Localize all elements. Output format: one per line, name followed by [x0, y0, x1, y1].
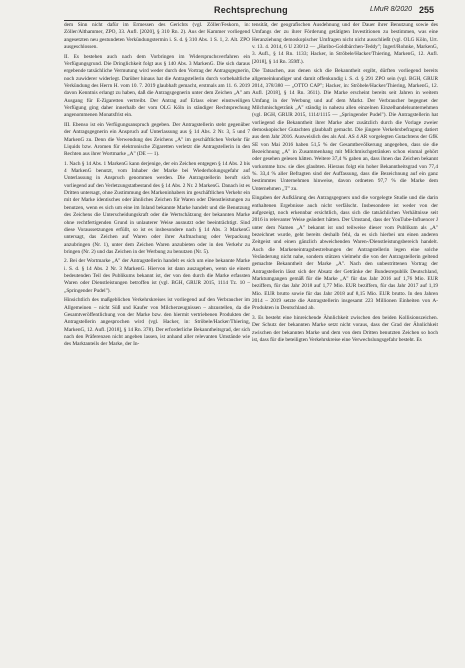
- paragraph: dem Sinn nicht dafür im Ermessen des Gerichts (vgl. Zöller/Feskorn, in: Zöller/Althammer, ZPO, 33. Aufl. [2020], § 310 Rn. 2). Aus der Kammer vorliegend angesetzten neu gestundeten Verkündungstermin i. S. d. § 310 Abs. 1 S. 1, 2. Alt. ZPO ausgeschlossen.: [64, 22, 250, 51]
- paragraph: II. Es bestehen auch nach dem Vorbringen im Widerspruchsverfahren ein Verfügungsgrund. Die Dringlichkeit folgt aus § 140 Abs. 3 MarkenG. Die sich daraus ergebende tatsächliche Vermutung wird weder durch den Vortrag der Antragsgegnerin, noch zuwiderer widerlegt. Darüber hinaus hat die Antragstellerin durch vorbehaltliche Verkündung des Herrn H. vom 10. 7. 2019 glaubhaft gemacht, erstmals am 11. 6. 2019 davon Kenntnis erlangt zu haben, daß die Antragsgegnerin unter dem Zeichen „A" am Ausgang für E-Zigaretten vertreibt. Der Antrag auf Erlass einer einstweiligen Verfügung ging daher innerhalb der vom OLG Köln in ständiger Rechtsprechung angenommenen Monatsfrist ein.: [64, 53, 250, 119]
- paragraph: Hinsichtlich des maßgeblichen Verkehrskreises ist vorliegend auf den Verbraucher im Allgemeinen – nicht Süß und Kaufer von Milcherzeugnissen – abzustellen, da die Gesamtveröffentlichung von der Marke bzw. den hiermit vertriebenen Produkten der Antragstellerin angesprochen wird (vgl. Hacker, in: Ströbele/Hacker/Thiering, MarkenG, 12. Aufl. [2018], § 14 Rn. 378). Der erforderliche Bekanntheitsgrad, der sich nach den Präferenzen nicht angeben lassen, ist anhand aller relevanten Umstände wie des Marktanteils der Marke, der In-: [64, 297, 250, 348]
- section-rubric: Rechtsprechung: [214, 5, 288, 15]
- paragraph: 2. Bei der Wortmarke „A" der Antragstellerin handelt es sich um eine bekannte Marke i. S. d. § 14 Abs. 2 Nr. 3 MarkenG. Hiervon ist dann auszugehen, wenn sie einem bedeutenden Teil des Publikums bekannt ist, der von den durch die Marke erfassten Waren oder Dienstleistungen betroffen ist (vgl. BGH, GRUR 2015, 1114 Tz. 10 – „Springender Pudel").: [64, 258, 250, 294]
- page-number: 255: [418, 5, 434, 15]
- page-header: [64, 6, 434, 21]
- paragraph: Eingaben der Aufklärung des Antragsgegners und die vorgelegte Studie und die darin enthaltenen Ergebnisse auch nicht verfälscht. Insbesondere ist weder von der aufgezeigt, noch erkennbar ersichtlich, dass sich die tatsächlichen Verhältnisse seit 2016 in relevanter Weise geändert hätten. Der Umstand, dass der YouTube-Influencer J unter dem Namen „A" bekannt ist und teilweise dieser vom Publikum als „A" bezeichnet wurde, geht bereits deshalb fehl, da es sich hierbei um einen anderen Zeitgeist und einen gänzlich abweichenden Waren-/Dienstleistungsbereich handelt. Auch die Markeneintragsbestrebungen der Antragstellerin legen eine solche Veränderung nicht nahe, sondern stützen vielmehr die von der Antragstellerin geltend gemachte Bekanntheit der Marke „A". Nach den unbestrittenen Vortrag der Antragstellerin lässt sich der Absatz der Getränke der Bundesrepublik Deutschland, Marktumgangen gemäß für die Marke „A" für das Jahr 2016 auf 1,76 Mio. EUR beziffern, für das Jahr 2018 auf 1,77 Mio. EUR beziffern, für das Jahr 2017 auf 1,19 Mio. EUR brutto sowie für das Jahr 2018 auf 8,15 Mio. EUR brutto. In den Jahren 2014 – 2019 setzte die Antragstellerin insgesamt 223 Millionen Einheiten von A-Produkten in Deutschland ab.: [252, 195, 438, 312]
- right-column: [252, 22, 438, 347]
- paragraph: Die Tatsachen, aus denen sich die Bekanntheit ergibt, dürften vorliegend bereits allgemeinkundiger und damit offenkundig i. S. d. § 291 ZPO sein (vgl. BGH, GRUR 2014, 378/380 — „OTTO CAP"; Hacker, in: Ströbele/Hacker/Thiering, MarkenG, 12. Aufl. [2018], § 14 Rn. 3611). Die Marke erscheint bereits seit Jahren in weitem Umfang in der Werbung und auf dem Markt. Der Verbraucher begegnet der Milchmischgetränk „A" ständig in nahezu allen einzelnen Einzelhandelsunternehmen (vgl. BGH, GRUR 2015, 1114/1115 — „Springender Pudel"). Die Antragstellerin hat vorliegend die Bekanntheit ihrer Marke aber zusätzlich durch die Vorlage zweier demoskopischer Gutachten glaubhaft gemacht. Die jüngere Verkehrsbefragung datiert aus dem Jahr 2016. Ausweislich des als Anl. AS 4 AR vorgelegten Gutachtens der GfK SE von Mai 2016 haben 51,5 % der Gesamtbevölkerung angegeben, dass sie die Bezeichnung „A" in Zusammenhang mit Milchmischgetränken schon einmal gehört oder gesehen gelesen hätten. Weitere 37,4 % gaben an, dass ihnen das Zeichen bekannt vorkomme bzw. sie dies glaubten. Hieraus folgt ein hoher Bekanntheitsgrad von 77,4 %. 33,4 % aller Befragten sind der Auffassung, dass die Bezeichnung auf ein ganz bestimmtes Unternehmen hinweise, davon ordneten 97,7 % die Marke dem Unternehmen „T" zu.: [252, 68, 438, 192]
- issue-reference: LMuR 8/2020: [369, 6, 412, 13]
- left-column: [64, 22, 250, 351]
- paragraph: 3. Es besteht eine hinreichende Ähnlichkeit zwischen den beiden Kollisionszeichen. Der Schutz der bekannten Marke setzt nicht voraus, dass der Grad der Ähnlichkeit zwischen der bekannten Marke und dem von dem Dritten benutzten Zeichen so hoch ist, dass für die beteiligten Verkehrskreise eine Verwechslungsgefahr besteht. Es: [252, 314, 438, 343]
- paragraph: III. Ebenso ist ein Verfügungsanspruch gegeben. Der Antragstellerin steht gegenüber der Antragsgegnerin ein Anspruch auf Unterlassung aus § 14 Abs. 2 Nr. 3, 5 und 7 MarkenG zu. Denn die Verwendung des Zeichens „A" im geschäftlichen Verkehr für Liquids bzw. Aromen für elektronische Zigaretten verletzt die Antragstellerin in den Rechten aus ihrer Wortmarke „A" (DE — 1).: [64, 121, 250, 158]
- paragraph: tensität, der geografischen Ausdehnung und der Dauer ihrer Benutzung sowie des Umfangs der zu ihrer Förderung getätigten Investitionen zu bestimmen, was eine Heranziehung demoskopischer Umfragen nicht nicht ausschließt (vgl. OLG Köln, Urt. v. 13. 4. 2014, 6 U 230/12 — „Haribo-Goldbärchen-Teddy"; Ingerl/Rohnke, MarkenG, 3. Aufl., § 14 Rn. 1133; Hacker, in Ströbele/Hacker/Thiering, MarkenG, 12. Aufl. [2018], § 14 Rn. 359ff.).: [252, 22, 438, 65]
- paragraph: 1. Nach § 14 Abs. 1 MarkenG kann derjenige, der ein Zeichen entgegen § 14 Abs. 2 bis 4 MarkenG benutzt, vom Inhaber der Marke bei Wiederholungsgefahr auf Unterlassung in Anspruch genommen werden. Die Antragstellerin beruft sich vorliegend auf den Verletzungstatbestand des § 14 Abs. 2 Nr. 2 MarkenG. Danach ist es Dritten untersagt, ohne Zustimmung des Markeninhabers im geschäftlichen Verkehr ein mit der Marke identisches oder ähnliches Zeichen für Waren oder Dienstleistungen zu benutzen, wenn es sich um eine im Inland bekannte Marke handelt und die Benutzung des Zeichens die Unterscheidungskraft oder die Wertschätzung der bekannten Marke ohne rechtfertigenden Grund in unlauterer Weise ausnutzt oder beeinträchtigt. Sind diese Voraussetzungen erfüllt, so ist es insbesondere nach § 14 Abs. 3 MarkenG untersagt, das Zeichen auf Waren oder ihrer Aufmachung oder Verpackung anzubringen (Nr. 1), unter dem Zeichen Waren anzubieten oder in den Verkehr zu bringen (Nr. 2) und das Zeichen in der Werbung zu benutzen (Nr. 5).: [64, 160, 250, 255]
